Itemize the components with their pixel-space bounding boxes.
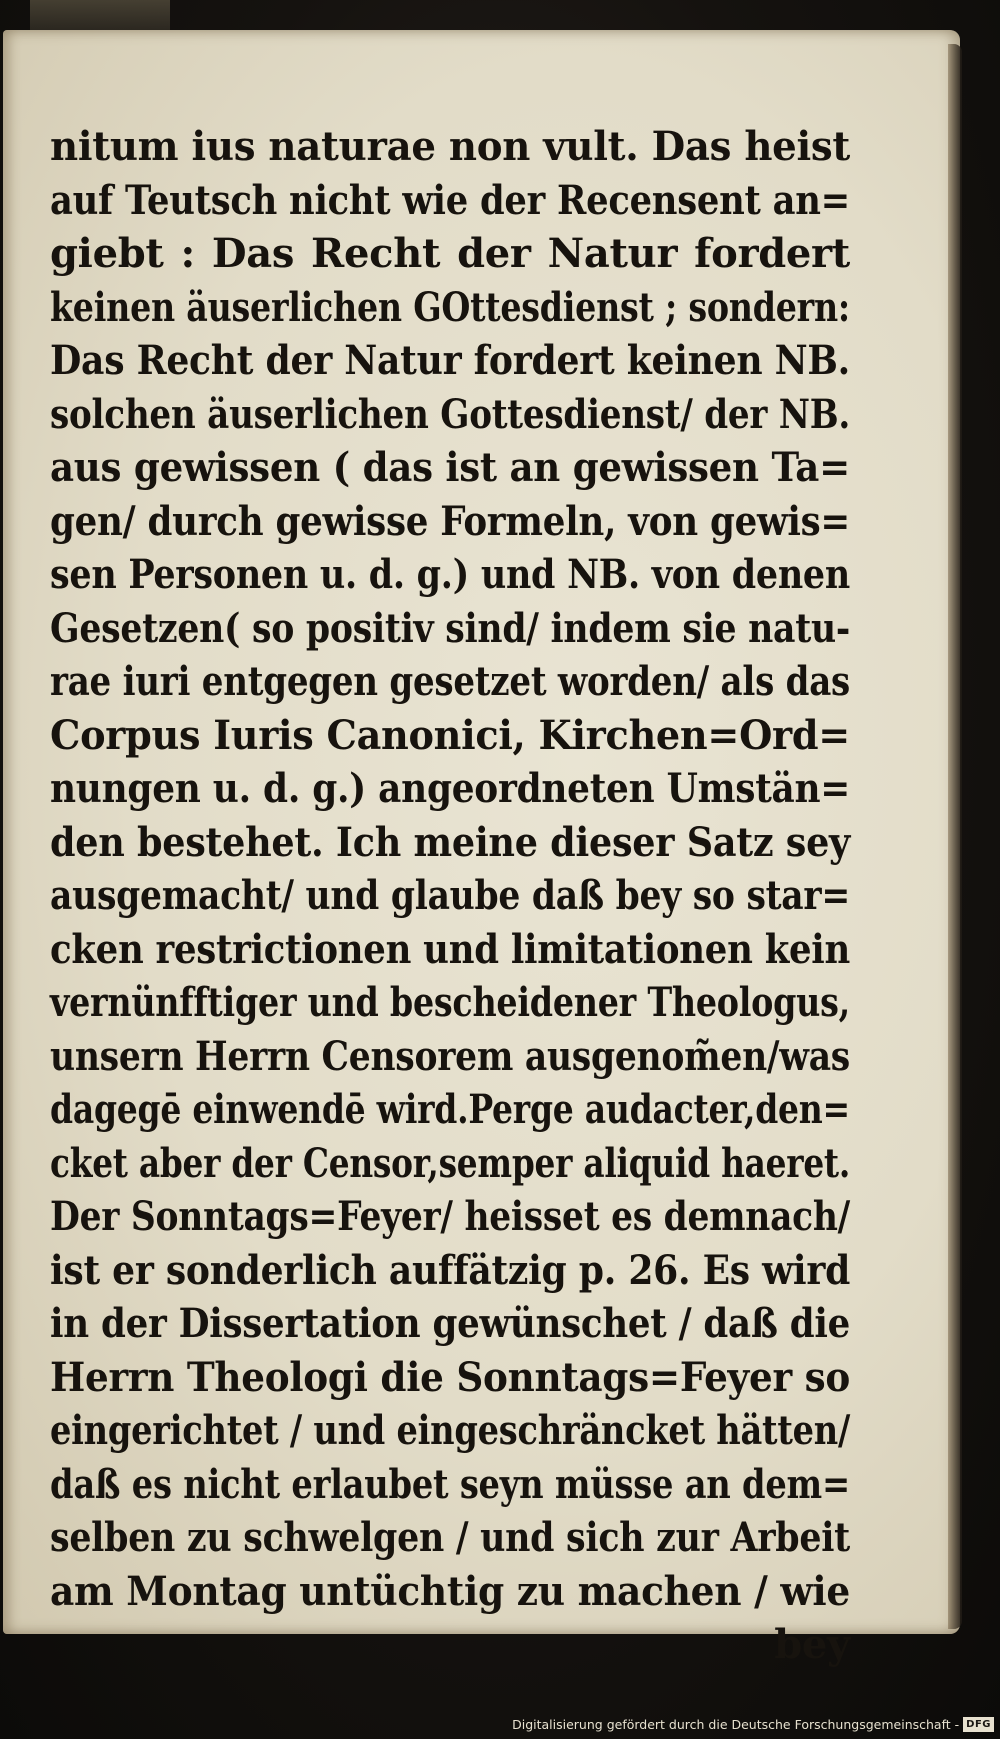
dfg-logo: DFG xyxy=(963,1717,994,1732)
text-line: selben zu schwelgen / und sich zur Arbeit xyxy=(50,1514,850,1561)
catchword: bey xyxy=(774,1621,850,1668)
text-line: vernünfftiger und bescheidener Theologus, xyxy=(50,979,850,1026)
text-line: dagegē einwendē wird.Perge audacter,den= xyxy=(50,1086,850,1133)
page-edge-shadow xyxy=(948,44,962,1629)
text-line: nungen u. d. g.) angeordneten Umstän= xyxy=(50,765,851,812)
page-text-block xyxy=(50,120,850,1672)
text-line: Der Sonntags=Feyer/ heisset es demnach/ xyxy=(50,1193,850,1240)
text-line: Das Recht der Natur fordert keinen NB. xyxy=(50,337,850,384)
text-line: gen/ durch gewisse Formeln, von gewis= xyxy=(50,497,850,545)
text-line: auf Teutsch nicht wie der Recensent an= xyxy=(50,176,851,224)
text-line: eingerichtet / und eingeschräncket hätten/ xyxy=(50,1407,851,1454)
text-line: Gesetzen( so positiv sind/ indem sie natu- xyxy=(50,604,851,652)
text-line: daß es nicht erlaubet seyn müsse an dem= xyxy=(50,1460,850,1508)
text-line: aus gewissen ( das ist an gewissen Ta= xyxy=(50,444,850,491)
text-line: solchen äuserlichen Gottesdienst/ der NB. xyxy=(50,390,851,438)
text-line: ausgemacht/ und glaube daß bey so star= xyxy=(50,872,851,919)
text-line: am Montag untüchtig zu machen / wie xyxy=(50,1567,850,1615)
text-line: rae iuri entgegen gesetzet worden/ als das xyxy=(50,658,850,705)
text-line: cket aber der Censor,semper aliquid haeret. xyxy=(50,1139,851,1187)
adjacent-page-edge xyxy=(30,0,170,34)
digitization-footer xyxy=(512,1713,994,1735)
text-line: Herrn Theologi die Sonntags=Feyer so xyxy=(50,1353,850,1401)
footer-credit-text: Digitalisierung gefördert durch die Deutsche Forschungsgemeinschaft - xyxy=(512,1716,960,1732)
text-line: unsern Herrn Censorem ausgenom̃en/was xyxy=(50,1032,850,1080)
text-line: ist er sonderlich auffätzig p. 26. Es wird xyxy=(50,1246,851,1294)
text-line: sen Personen u. d. g.) und NB. von denen xyxy=(50,551,850,598)
text-line: keinen äuserlichen GOttesdienst ; sondern: xyxy=(50,283,850,331)
text-line: den bestehet. Ich meine dieser Satz sey xyxy=(50,818,851,866)
text-line: Corpus Iuris Canonici, Kirchen=Ord= xyxy=(50,711,850,759)
text-line: in der Dissertation gewünschet / daß die xyxy=(50,1300,851,1347)
text-line: giebt : Das Recht der Natur fordert xyxy=(50,230,850,277)
text-line: nitum ius naturae non vult. Das heist xyxy=(50,123,850,170)
text-line: cken restrictionen und limitationen kein xyxy=(50,925,851,973)
